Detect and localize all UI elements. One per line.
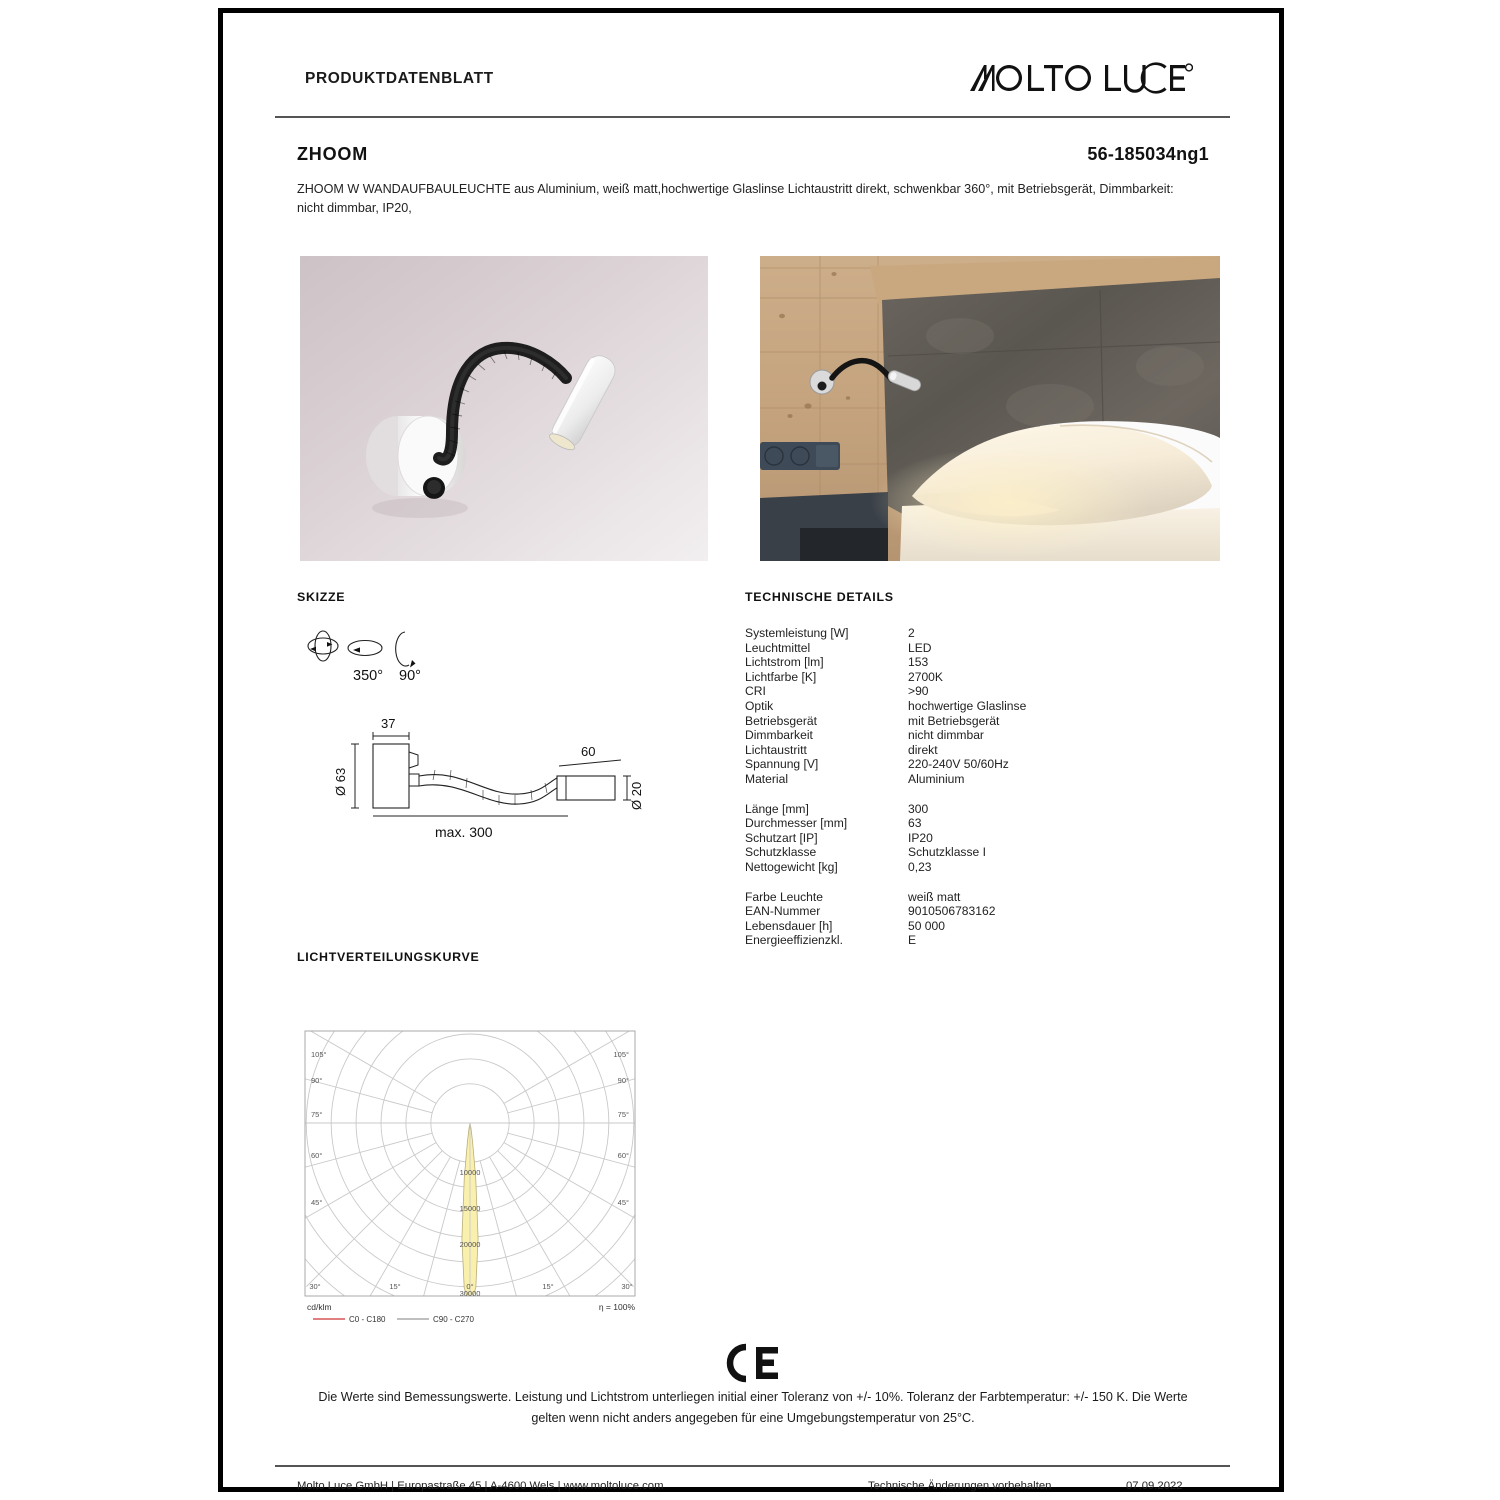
table-row [745,816,1175,831]
sketch-dim-head-length: 60 [581,744,596,759]
product-code: 56-185034ng1 [1087,144,1209,164]
section-heading-light-distribution: LICHTVERTEILUNGSKURVE [297,950,480,964]
tech-key: EAN-Nummer [745,904,821,919]
angle-tick-left: 75° [311,1110,323,1119]
sketch-dim-width: 37 [381,716,396,731]
molto-luce-logo [968,61,1193,97]
tech-value: 50 000 [908,918,945,933]
tech-value: mit Betriebsgerät [908,713,1000,728]
product-sketch [283,618,703,853]
radial-tick: 20000 [459,1240,481,1249]
document-title: PRODUKTDATENBLATT [305,70,494,87]
sketch-dim-head-diameter: Ø 20 [629,781,644,810]
table-row [745,772,1175,787]
tech-value: 0,23 [908,859,932,874]
section-heading-technical-details: TECHNISCHE DETAILS [745,590,894,604]
tech-key: Nettogewicht [kg] [745,859,838,874]
header-divider [275,116,1230,118]
tech-value: 220-240V 50/60Hz [908,757,1009,772]
footer-divider [275,1465,1230,1467]
tech-value: 63 [908,816,922,831]
table-row [745,845,1175,860]
table-row [745,802,1175,817]
footer-company: Molto Luce GmbH | Europastraße 45 | A-4600 Wels | www.moltoluce.com [297,1480,664,1492]
angle-tick-left: 105° [311,1050,327,1059]
table-row [745,670,1175,685]
table-row [745,933,1175,948]
tech-key: Material [745,771,789,786]
tech-value: weiß matt [908,889,961,904]
angle-tick-right: 90° [617,1076,629,1085]
tech-value: direkt [908,742,938,757]
section-heading-sketch: SKIZZE [297,590,346,604]
tech-value: IP20 [908,830,933,845]
angle-tick-bottom: 15° [542,1282,554,1291]
tech-value: >90 [908,684,929,699]
table-row [745,684,1175,699]
product-name: ZHOOM [297,144,368,164]
table-row [745,743,1175,758]
application-scene-photo [760,256,1220,561]
tech-value: 9010506783162 [908,904,996,919]
angle-tick-right: 75° [617,1110,629,1119]
tech-group-dimensions [745,802,1175,875]
tech-value: 300 [908,801,929,816]
tech-key: Dimmbarkeit [745,728,813,743]
table-row [745,757,1175,772]
table-row [745,641,1175,656]
table-row [745,890,1175,905]
product-description: ZHOOM W WANDAUFBAULEUCHTE aus Aluminium, weiß matt,hochwertige Glaslinse Lichtaustritt direkt, schwenkbar 360°, mit Betriebsgerät, Dimmbarkeit: nicht dimmbar, IP20, [297,182,1174,215]
tech-key: Lichtstrom [lm] [745,655,824,670]
footer-date: 07.09.2022 [1126,1480,1183,1492]
table-row [745,626,1175,641]
tech-value: Aluminium [908,771,965,786]
tech-value: 2 [908,626,915,640]
angle-tick-right: 45° [617,1198,629,1207]
tech-value: LED [908,640,932,655]
tech-group-general [745,626,1175,787]
radial-tick: 15000 [459,1204,481,1213]
tech-key: Länge [mm] [745,801,809,816]
tech-value: nicht dimmbar [908,728,984,743]
angle-tick-left: 90° [311,1076,323,1085]
tech-key: Leuchtmittel [745,640,811,655]
tech-value: 153 [908,655,929,670]
radial-tick: 10000 [459,1168,481,1177]
tech-key: Lichtfarbe [K] [745,669,817,684]
tech-key: Optik [745,698,774,713]
angle-tick-bottom: 0° [466,1282,474,1291]
tech-key: CRI [745,684,766,699]
datasheet-page-border [218,8,1284,1492]
angle-tick-bottom: 30° [309,1282,321,1291]
angle-tick-left: 45° [311,1198,323,1207]
angle-tick-bottom: 15° [389,1282,401,1291]
tech-key: Farbe Leuchte [745,889,823,904]
table-row [745,728,1175,743]
sketch-rotation-horizontal: 350° [353,668,383,684]
tolerance-notes: Die Werte sind Bemessungswerte. Leistung und Lichtstrom unterliegen initial einer Toleranz von +/- 10%. Toleranz der Farbtemperatur: +/- 150 K. Die Werte gelten wenn nicht anders angegeben für eine Umgebungstemperatur von 25°C. [318,1390,1188,1425]
legend-entry-c90-c270: C90 - C270 [433,1315,474,1324]
tech-value: 2700K [908,669,943,684]
technical-details-table [745,626,1175,963]
tech-key: Betriebsgerät [745,713,817,728]
angle-tick-right: 105° [613,1050,629,1059]
tech-key: Schutzklasse [745,845,817,860]
table-row [745,699,1175,714]
tech-key: Schutzart [IP] [745,830,818,845]
angle-tick-bottom: 30° [621,1282,633,1291]
table-row [745,714,1175,729]
tech-key: Lebensdauer [h] [745,918,833,933]
radial-tick: 30000 [459,1289,481,1298]
chart-efficiency-label: η = 100% [598,1302,635,1312]
tech-key: Energieeffizienzkl. [745,933,843,948]
sketch-dim-diameter-body: Ø 63 [333,767,348,796]
tech-key: Systemleistung [W] [745,626,849,640]
sketch-rotation-vertical: 90° [399,668,421,684]
footer-disclaimer: Technische Änderungen vorbehalten [868,1480,1052,1492]
tech-key: Lichtaustritt [745,742,807,757]
chart-unit-label: cd/klm [307,1302,332,1312]
table-row [745,904,1175,919]
table-row [745,655,1175,670]
tech-group-misc [745,890,1175,948]
light-distribution-chart [291,1023,691,1333]
tech-value: Schutzklasse I [908,845,986,860]
tech-key: Durchmesser [mm] [745,816,848,831]
ce-mark [223,1341,1279,1390]
table-row [745,919,1175,934]
sketch-dim-max-length: max. 300 [435,824,493,840]
table-row [745,860,1175,875]
tech-value: E [908,933,917,948]
angle-tick-left: 60° [311,1151,323,1160]
table-row [745,831,1175,846]
tech-key: Spannung [V] [745,757,819,772]
angle-tick-right: 60° [617,1151,629,1160]
tech-value: hochwertige Glaslinse [908,698,1027,713]
product-photo [300,256,708,561]
datasheet-sheet [223,13,1279,1492]
legend-entry-c0-c180: C0 - C180 [349,1315,386,1324]
